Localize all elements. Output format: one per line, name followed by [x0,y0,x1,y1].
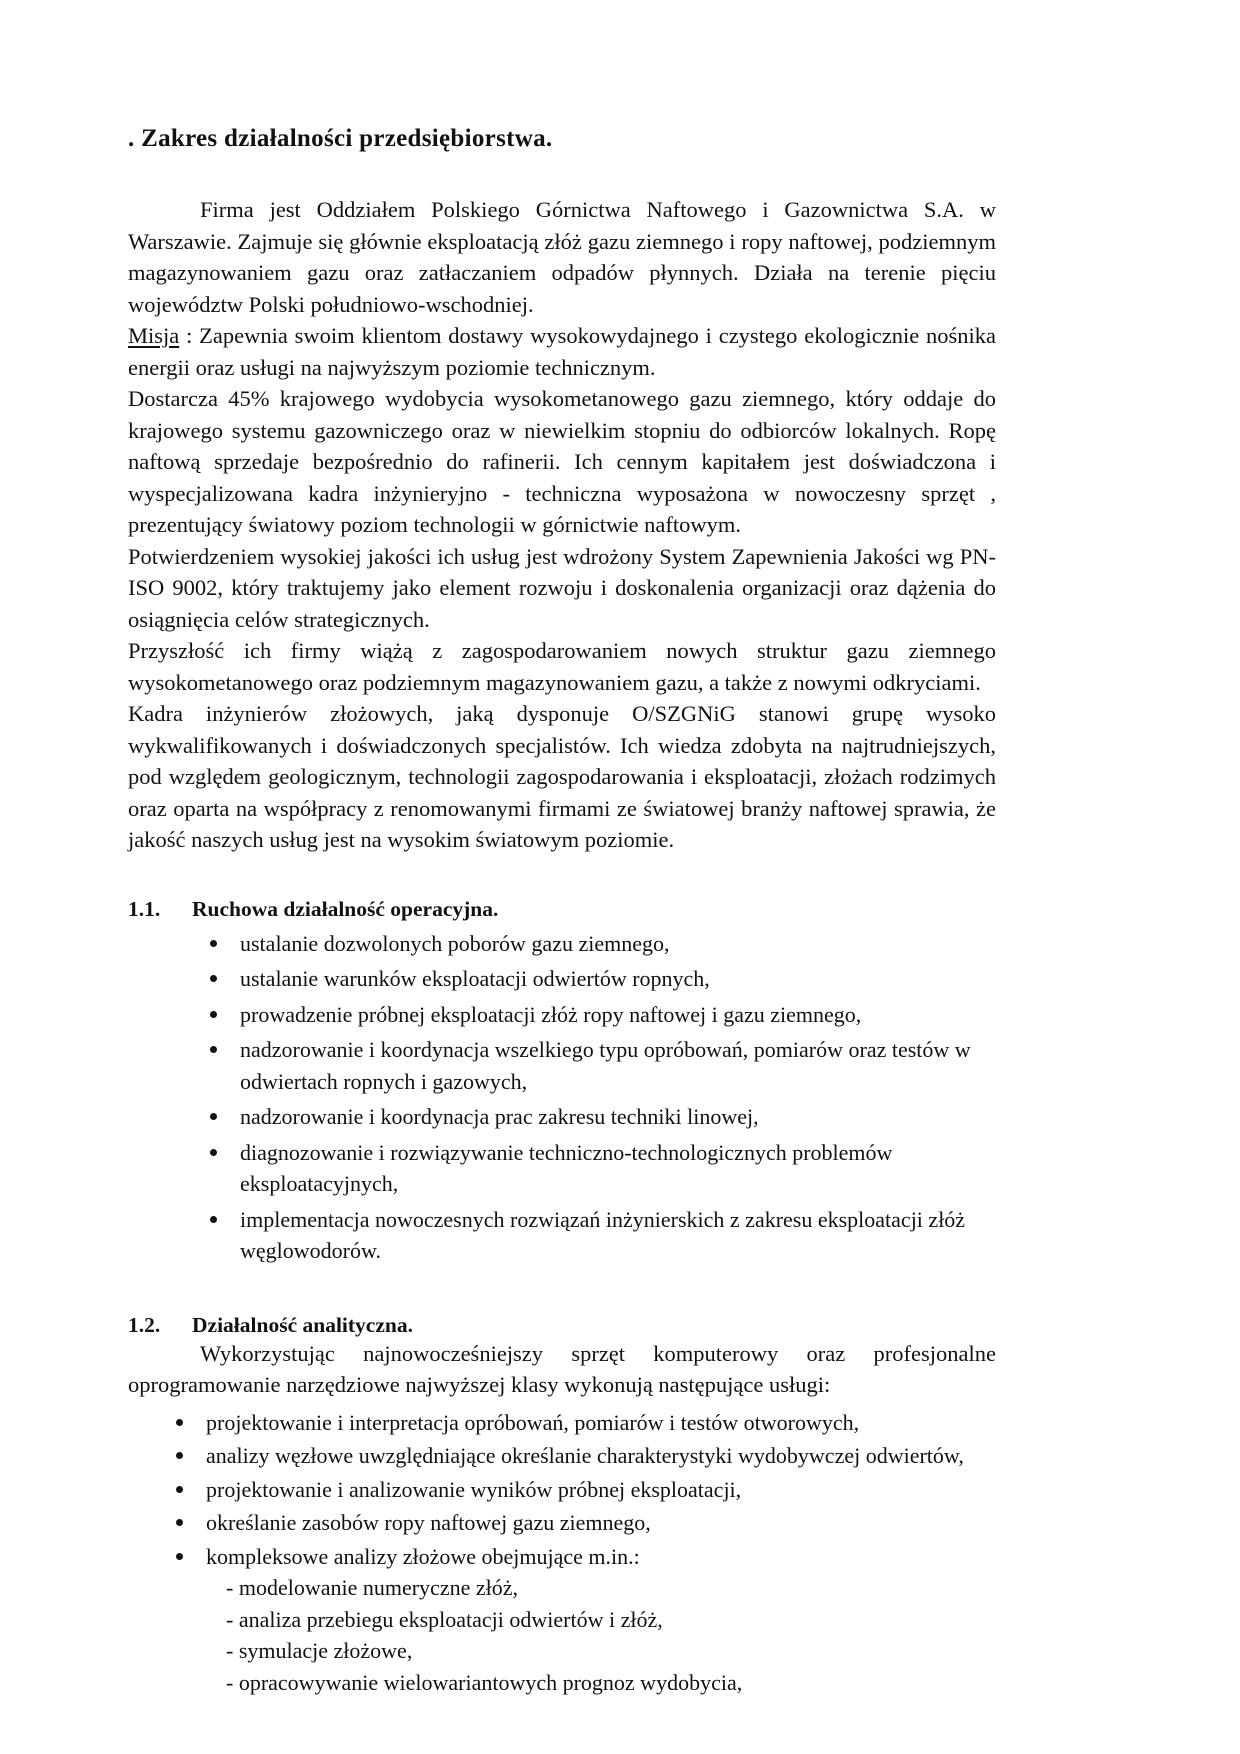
list-item [128,1101,996,1133]
list-item [128,1407,996,1439]
list-item-label: określanie zasobów ropy naftowej gazu ziemnego, [206,1510,651,1535]
paragraph-analytics-intro: Wykorzystując najnowocześniejszy sprzęt komputerowy oraz profesjonalne oprogramowanie narzędziowe najwyższej klasy wykonują następujące usługi: [128,1340,996,1397]
section-title-1-1: Ruchowa działalność operacyjna. [192,896,499,921]
list-item-label: kompleksowe analizy złożowe obejmujące m.in.: [206,1543,640,1569]
bullet-dot-icon [176,1519,183,1526]
bullet-list-1-1 [128,928,996,1267]
list-item-label: nadzorowanie i koordynacja wszelkiego typu opróbowań, pomiarów oraz testów w odwiertach ropnych i gazowych, [240,1037,971,1094]
bullet-dot-icon [210,1216,217,1223]
paragraph-staff: Kadra inżynierów złożowych, jaką dysponuje O/SZGNiG stanowi grupę wysoko wykwalifikowanych i doświadczonych specjalistów. Ich wiedza zdobyta na najtrudniejszych, pod względem geologicznym, technologii zagospodarowania i eksploatacji, złożach rodzimych oraz oparta na współpracy z renomowanymi firmami ze światowej branży naftowej sprawia, że jakość naszych usług jest na wysokim światowym poziomie. [128,701,996,852]
bullet-dot-icon [210,1113,217,1120]
paragraph-intro: Firma jest Oddziałem Polskiego Górnictwa Naftowego i Gazownictwa S.A. w Warszawie. Zajmuje się głównie eksploatacją złóż gazu ziemnego i ropy naftowej, podziemnym magazynowaniem gazu oraz zatłaczaniem odpadów płynnych. Działa na terenie pięciu województw Polski południowo-wschodniej. [128,197,996,317]
sub-list-item: - symulacje złożowe, [226,1638,413,1663]
list-item [128,1034,996,1097]
list-item [128,1137,996,1200]
paragraph-supply: Dostarcza 45% krajowego wydobycia wysokometanowego gazu ziemnego, który oddaje do krajowego systemu gazowniczego oraz w niewielkim stopniu do odbiorców lokalnych. Ropę naftową sprzedaje bezpośrednio do rafinerii. Ich cennym kapitałem jest doświadczona i wyspecjalizowana kadra inżynieryjno - techniczna wyposażona w nowoczesny sprzęt , prezentujący światowy poziom technologii w górnictwie naftowym. [128,386,996,537]
section-title-1-2: Działalność analityczna. [192,1312,413,1337]
bullet-dot-icon [176,1419,183,1426]
section-number-1-1: 1.1. [128,896,161,921]
list-item-label: projektowanie i analizowanie wyników próbnej eksploatacji, [206,1476,742,1502]
bullet-dot-icon [210,940,217,947]
list-item-label: ustalanie warunków eksploatacji odwiertów ropnych, [240,966,710,991]
list-item [128,1507,996,1539]
sub-item-list [206,1572,996,1698]
mission-label: Misja [128,323,180,348]
document-content [128,124,996,1700]
bullet-dot-icon [176,1486,183,1493]
list-item-label: diagnozowanie i rozwiązywanie techniczno-technologicznych problemów eksploatacyjnych, [240,1139,893,1196]
list-item-label: ustalanie dozwolonych poborów gazu ziemnego, [240,930,670,956]
bullet-dot-icon [210,975,217,982]
mission-separator: : [179,323,200,348]
list-item [128,1474,996,1506]
list-item [128,999,996,1031]
list-item [128,1541,996,1699]
list-item [128,1204,996,1267]
bullet-dot-icon [210,1149,217,1156]
section-number-1-2: 1.2. [128,1312,161,1337]
bullet-dot-icon [176,1452,183,1459]
page-title: . Zakres działalności przedsiębiorstwa. [128,125,553,152]
mission-text: Zapewnia swoim klientom dostawy wysokowydajnego i czystego ekologicznie nośnika energii oraz usługi na najwyższym poziomie technicznym. [128,323,996,380]
list-item [128,928,996,960]
bullet-dot-icon [210,1046,217,1053]
paragraph-mission [128,320,996,383]
paragraph-future: Przyszłość ich firmy wiążą z zagospodarowaniem nowych struktur gazu ziemnego wysokometanowego oraz podziemnym magazynowaniem gazu, a także z nowymi odkryciami. [128,638,996,695]
bullet-dot-icon [210,1011,217,1018]
list-item-label: projektowanie i interpretacja opróbowań, pomiarów i testów otworowych, [206,1409,860,1435]
bullet-list-1-2 [128,1407,996,1699]
list-item [128,963,996,995]
list-item-label: implementacja nowoczesnych rozwiązań inżynierskich z zakresu eksploatacji złóż węglowodorów. [240,1206,966,1263]
list-item-label: nadzorowanie i koordynacja prac zakresu techniki linowej, [240,1104,759,1129]
sub-list-item: - analiza przebiegu eksploatacji odwiertów i złóż, [226,1606,663,1632]
section-heading-1-1 [128,897,996,922]
list-item [128,1440,996,1472]
sub-list-item: - modelowanie numeryczne złóż, [226,1575,518,1600]
bullet-dot-icon [176,1553,183,1560]
list-item-label: analizy węzłowe uwzględniające określanie charakterystyki wydobywczej odwiertów, [206,1443,964,1468]
section-heading-1-2 [128,1313,996,1338]
list-item-label: prowadzenie próbnej eksploatacji złóż ropy naftowej i gazu ziemnego, [240,1001,862,1027]
sub-list-item: - opracowywanie wielowariantowych prognoz wydobycia, [226,1669,743,1695]
paragraph-quality: Potwierdzeniem wysokiej jakości ich usług jest wdrożony System Zapewnienia Jakości wg PN-ISO 9002, który traktujemy jako element rozwoju i doskonalenia organizacji oraz dążenia do osiągnięcia celów strategicznych. [128,543,996,632]
